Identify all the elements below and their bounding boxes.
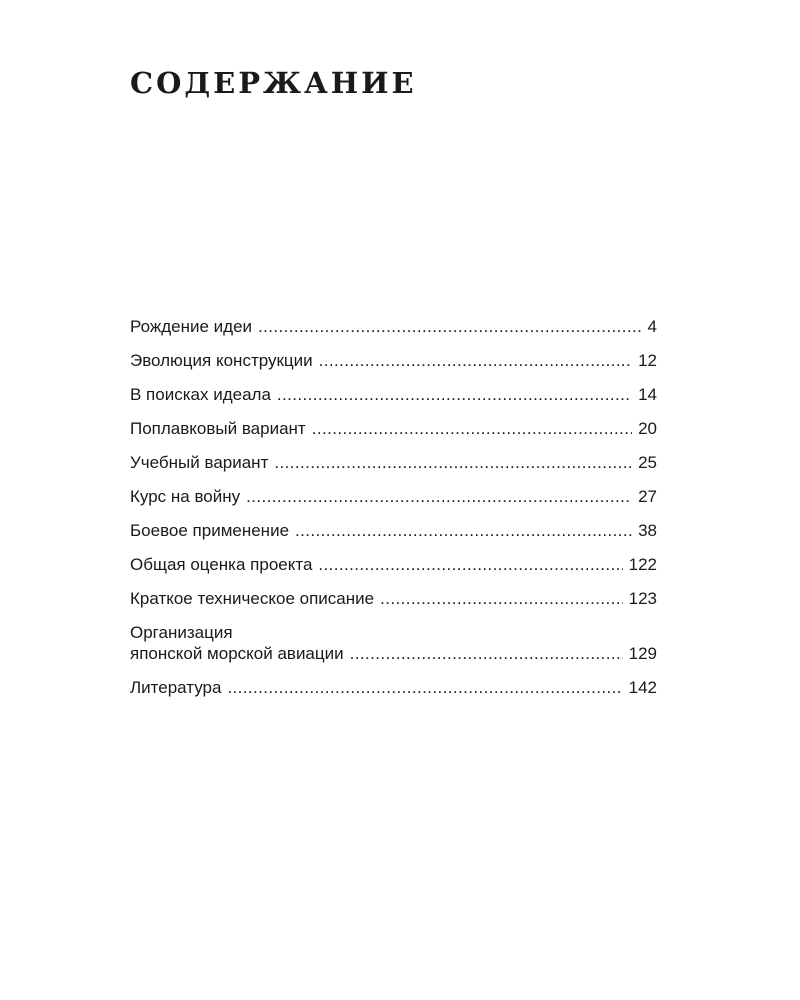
toc-entry-title: Эволюция конструкции	[130, 351, 313, 370]
toc-entry-title: Поплавковый вариант	[130, 419, 306, 438]
toc-entry-title-line1: Организация	[130, 623, 233, 642]
toc-entry	[130, 677, 657, 698]
dot-leader	[277, 384, 632, 405]
dot-leader	[318, 554, 622, 575]
toc-entry	[130, 452, 657, 473]
toc-entry-page: 20	[638, 419, 657, 438]
dot-leader	[246, 486, 632, 507]
toc-entry-title: Краткое техническое описание	[130, 589, 375, 608]
toc-entry	[130, 384, 657, 405]
table-of-contents	[130, 316, 657, 711]
dot-leader	[380, 588, 623, 609]
toc-entry	[130, 554, 657, 575]
toc-entry	[130, 418, 657, 439]
toc-entry-title: В поисках идеала	[130, 385, 271, 404]
dot-leader	[319, 350, 632, 371]
toc-entry-page: 25	[638, 453, 657, 472]
toc-entry-page: 4	[647, 317, 657, 336]
dot-leader	[274, 452, 632, 473]
toc-entry-title: японской морской авиации	[130, 644, 344, 663]
dot-leader	[295, 520, 632, 541]
dot-leader	[312, 418, 632, 439]
toc-entry-page: 123	[628, 589, 657, 608]
toc-entry	[130, 622, 657, 664]
dot-leader	[258, 316, 642, 337]
dot-leader	[227, 677, 622, 698]
page-title: СОДЕРЖАНИЕ	[130, 66, 417, 100]
toc-entry-page: 142	[628, 678, 657, 697]
toc-entry	[130, 486, 657, 507]
toc-entry	[130, 588, 657, 609]
toc-entry-page: 14	[638, 385, 657, 404]
toc-entry-page: 12	[638, 351, 657, 370]
toc-entry-page: 27	[638, 487, 657, 506]
toc-entry-page: 38	[638, 521, 657, 540]
toc-entry	[130, 316, 657, 337]
toc-entry-title: Боевое применение	[130, 521, 290, 540]
toc-entry	[130, 350, 657, 371]
toc-entry-title: Рождение идеи	[130, 317, 253, 336]
dot-leader	[350, 643, 623, 664]
toc-entry-title: Учебный вариант	[130, 453, 269, 472]
toc-entry-page: 129	[628, 644, 657, 663]
toc-entry-page: 122	[628, 555, 657, 574]
toc-entry-title: Общая оценка проекта	[130, 555, 313, 574]
toc-entry-title: Литература	[130, 678, 222, 697]
toc-entry	[130, 520, 657, 541]
toc-entry-title: Курс на войну	[130, 487, 241, 506]
